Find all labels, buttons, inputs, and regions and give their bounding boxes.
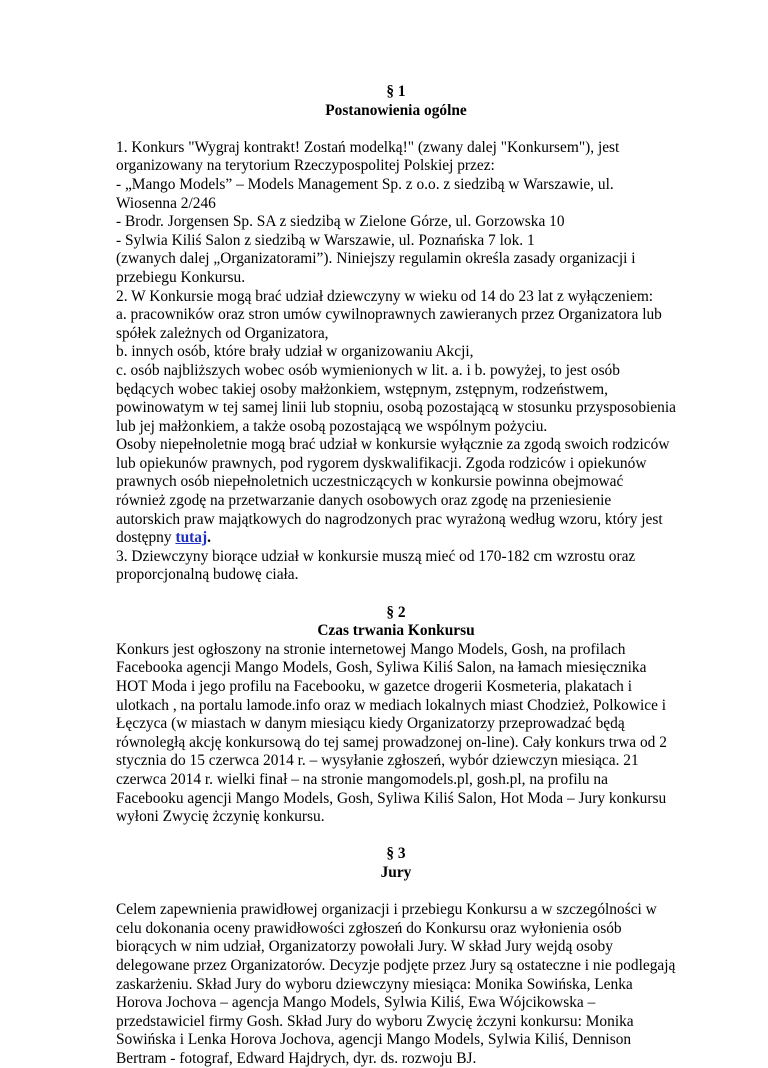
organizer-2: - Brodr. Jorgensen Sp. SA z siedzibą w Zielone Górze, ul. Gorzowska 10 xyxy=(116,213,565,231)
organizer-1: - „Mango Models” – Models Management Sp. z o.o. z siedzibą w Warszawie, ul. Wiosenna 2/246 xyxy=(116,175,614,212)
consent-form-link[interactable]: tutaj xyxy=(175,529,208,547)
section-1-number: § 1 xyxy=(386,83,406,100)
section-3-title: Jury xyxy=(380,863,412,881)
regulations-text xyxy=(116,83,676,1068)
organizer-3: - Sylwia Kiliś Salon z siedzibą w Warszawie, ul. Poznańska 7 lok. 1 xyxy=(116,231,535,249)
paragraph-2: 2. W Konkursie mogą brać udział dziewczyny w wieku od 14 do 23 lat z wyłączeniem: xyxy=(116,287,654,305)
exclusion-a: a. pracowników oraz stron umów cywilnoprawnych zawieranych przez Organizatora lub spółek zależnych od Organizatora, xyxy=(116,306,662,342)
section-2-number: § 2 xyxy=(386,603,406,621)
paragraph-1: 1. Konkurs "Wygraj kontrakt! Zostań modelką!" (zwany dalej "Konkursem"), jest organizowany na terytorium Rzeczypospolitej Polskiej przez: xyxy=(116,138,620,175)
exclusion-c: c. osób najbliższych wobec osób wymienionych w lit. a. i b. powyżej, to jest osób będących wobec takiej osoby małżonkiem, wstępnym, zstępnym, rodzeństwem, powinowatym w tej samej linii lub stopniu, osobą pozostającą w stosunku przysposobienia lub jej małżonkiem, a także osobą pozostającą we wspólnym pożyciu. xyxy=(116,361,676,435)
exclusion-b: b. innych osób, które brały udział w organizowaniu Akcji, xyxy=(116,343,474,361)
link-period: . xyxy=(207,529,211,547)
section-3-body: Celem zapewnienia prawidłowej organizacji i przebiegu Konkursu a w szczególności w celu dokonania oceny prawidłowości zgłoszeń do Konkursu oraz wyłonienia osób biorących w nim udział, Organizatorzy powołali Jury. W skład Jury wejdą osoby delegowane przez Organizatorów. Decyzje podjęte przez Jury są ostateczne i nie podlegają zaskarżeniu. Skład Jury do wyboru dziewczyny miesiąca: Monika Sowińska, Lenka Horova Jochova – agencja Mango Models, Sylwia Kiliś, Ewa Wójcikowska – przedstawiciel firmy Gosh. Skład Jury do wyboru Zwycię żczyni konkursu: Monika Sowińska i Lenka Horova Jochova, agencji Mango Models, Sylwia Kiliś, Dennison Bertram - fotograf, Edward Hajdrych, dyr. ds. rozwoju BJ. xyxy=(116,901,676,1067)
section-2-title: Czas trwania Konkursu xyxy=(317,622,475,640)
minors-consent xyxy=(116,436,676,548)
paragraph-1-cont: (zwanych dalej „Organizatorami”). Niniejszy regulamin określa zasady organizacji i przebiegu Konkursu. xyxy=(116,250,636,286)
section-3-number: § 3 xyxy=(386,845,406,863)
paragraph-3: 3. Dziewczyny biorące udział w konkursie muszą mieć od 170-182 cm wzrostu oraz proporcjonalną budowę ciała. xyxy=(116,547,636,584)
section-2-body: Konkurs jest ogłoszony na stronie internetowej Mango Models, Gosh, na profilach Facebooka agencji Mango Models, Gosh, Syliwa Kiliś Salon, na łamach miesięcznika HOT Moda i jego profilu na Facebooku, w gazetce drogerii Kosmeteria, plakatach i ulotkach , na portalu lamode.info oraz w mediach lokalnych miast Chodzież, Polkowice i Łęczyca (w miastach w danym miesiącu kiedy Organizatorzy przeprowadzać będą równoległą akcję konkursową do tej samej prowadzonej on-line). Cały konkurs trwa od 2 stycznia do 15 czerwca 2014 r. – wysyłanie zgłoszeń, wybór dziewczyn miesiąca. 21 czerwca 2014 r. wielki finał – na stronie mangomodels.pl, gosh.pl, na profilu na Facebooku agencji Mango Models, Gosh, Syliwa Kiliś Salon, Hot Moda – Jury konkursu wyłoni Zwycię żczynię konkursu. xyxy=(116,640,667,826)
minors-consent-text: Osoby niepełnoletnie mogą brać udział w konkursie wyłącznie za zgodą swoich rodziców lub opiekunów prawnych, pod rygorem dyskwalifikacji. Zgoda rodziców i opiekunów prawnych osób niepełnoletnich uczestniczących w konkursie powinna obejmować również zgodę na przetwarzanie danych osobowych oraz zgodę na przeniesienie autorskich praw majątkowych do nagrodzonych prac wyrażoną według wzoru, który jest dostępny xyxy=(116,436,670,547)
section-1-title: Postanowienia ogólne xyxy=(325,101,467,119)
